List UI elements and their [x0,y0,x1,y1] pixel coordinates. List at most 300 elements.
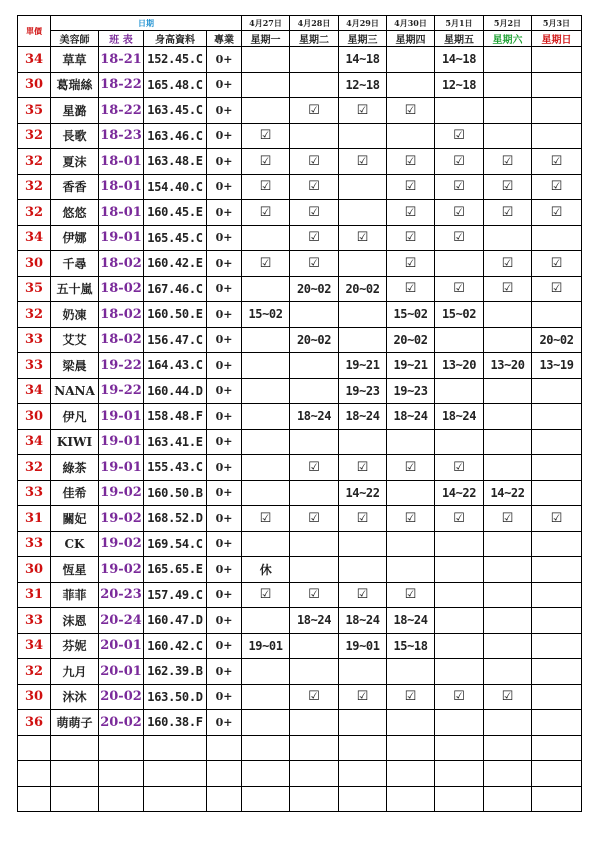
spec-cell: 160.38.F [144,710,207,736]
schedule-cell [484,633,532,659]
schedule-cell [387,123,435,149]
price-cell: 33 [18,531,51,557]
checkbox-icon: ☑ [532,251,582,277]
spec-cell: 163.41.E [144,429,207,455]
beautician-name: 夏沫 [51,149,99,175]
checkbox-icon: ☑ [339,455,387,481]
schedule-cell [435,531,484,557]
schedule-cell [242,276,290,302]
spec-cell: 155.43.C [144,455,207,481]
table-row [18,710,582,736]
shift-cell: 18-22 [99,98,144,124]
price-cell: 30 [18,684,51,710]
checkbox-icon: ☑ [435,276,484,302]
beautician-name: 奶凍 [51,302,99,328]
checkbox-icon: ☑ [290,455,339,481]
price-cell: 32 [18,174,51,200]
empty-cell [339,761,387,787]
spec-cell: 165.45.C [144,225,207,251]
price-cell: 34 [18,47,51,73]
table-row [18,378,582,404]
expertise-cell: 0+ [207,404,242,430]
shift-cell: 19-01 [99,404,144,430]
beautician-name: 星潞 [51,98,99,124]
schedule-cell [484,608,532,634]
schedule-cell [242,710,290,736]
empty-cell [207,761,242,787]
beautician-name: 梁晨 [51,353,99,379]
beautician-header: 美容師 [51,31,99,47]
schedule-cell [387,659,435,685]
schedule-cell: 13~19 [532,353,582,379]
schedule-cell [242,608,290,634]
table-row [18,404,582,430]
checkbox-icon: ☑ [484,684,532,710]
schedule-cell [532,633,582,659]
shift-cell: 19-22 [99,378,144,404]
schedule-cell [242,327,290,353]
empty-cell [99,761,144,787]
table-row [18,149,582,175]
spec-cell: 162.39.B [144,659,207,685]
expertise-cell: 0+ [207,98,242,124]
empty-cell [532,735,582,761]
empty-cell [387,735,435,761]
table-row [18,200,582,226]
checkbox-icon: ☑ [387,174,435,200]
schedule-cell [387,429,435,455]
schedule-cell [435,98,484,124]
shift-cell: 19-02 [99,557,144,583]
schedule-cell [242,659,290,685]
checkbox-icon: ☑ [484,200,532,226]
beautician-name: KIWI [51,429,99,455]
schedule-cell [242,455,290,481]
price-cell: 32 [18,123,51,149]
shift-cell: 19-02 [99,531,144,557]
spec-cell: 152.45.C [144,47,207,73]
checkbox-icon: ☑ [242,251,290,277]
expertise-cell: 0+ [207,531,242,557]
spec-header: 身高資料 [144,31,207,47]
expertise-cell: 0+ [207,72,242,98]
table-row [18,506,582,532]
table-row [18,455,582,481]
schedule-cell [387,531,435,557]
weekday-header-3: 星期四 [387,31,435,47]
schedule-cell [484,378,532,404]
beautician-name: 佳希 [51,480,99,506]
empty-row [18,735,582,761]
schedule-cell: 18~24 [339,404,387,430]
expertise-cell: 0+ [207,47,242,73]
shift-cell: 20-01 [99,633,144,659]
expertise-cell: 0+ [207,302,242,328]
price-header: 單價 [18,16,51,47]
table-row [18,582,582,608]
empty-cell [290,735,339,761]
price-cell: 36 [18,710,51,736]
beautician-name: 芬妮 [51,633,99,659]
price-cell: 30 [18,557,51,583]
schedule-cell [290,557,339,583]
price-cell: 34 [18,633,51,659]
price-cell: 34 [18,225,51,251]
schedule-cell [242,429,290,455]
checkbox-icon: ☑ [290,98,339,124]
beautician-name: 恆星 [51,557,99,583]
expertise-cell: 0+ [207,225,242,251]
expertise-cell: 0+ [207,684,242,710]
schedule-cell: 19~21 [339,353,387,379]
schedule-cell: 13~20 [435,353,484,379]
empty-cell [18,786,51,812]
date-header-3: 4月30日 [387,16,435,31]
schedule-cell [242,98,290,124]
schedule-cell [339,327,387,353]
schedule-cell [532,98,582,124]
schedule-cell: 19~23 [339,378,387,404]
checkbox-icon: ☑ [484,174,532,200]
schedule-cell: 14~22 [435,480,484,506]
shift-cell: 19-01 [99,225,144,251]
table-row [18,531,582,557]
schedule-cell [387,72,435,98]
schedule-cell [484,582,532,608]
shift-cell: 19-01 [99,429,144,455]
price-cell: 34 [18,378,51,404]
expertise-cell: 0+ [207,200,242,226]
schedule-cell [242,404,290,430]
checkbox-icon: ☑ [387,455,435,481]
beautician-name: 長歌 [51,123,99,149]
price-cell: 31 [18,582,51,608]
expertise-cell: 0+ [207,123,242,149]
table-row [18,659,582,685]
header-row-dates [18,16,582,31]
checkbox-icon: ☑ [484,276,532,302]
expertise-cell: 0+ [207,429,242,455]
table-row [18,327,582,353]
schedule-cell [435,659,484,685]
checkbox-icon: ☑ [532,276,582,302]
table-row [18,47,582,73]
beautician-name: 萌萌子 [51,710,99,736]
empty-cell [144,735,207,761]
header-row-columns [18,31,582,47]
spec-cell: 163.46.C [144,123,207,149]
table-row [18,633,582,659]
schedule-cell [435,327,484,353]
beautician-name: 綠茶 [51,455,99,481]
schedule-sheet [17,15,582,812]
shift-cell: 18-01 [99,174,144,200]
shift-cell: 18-22 [99,72,144,98]
schedule-cell [532,531,582,557]
empty-cell [51,735,99,761]
schedule-cell [484,557,532,583]
empty-cell [242,735,290,761]
checkbox-icon: ☑ [387,276,435,302]
weekday-header-1: 星期二 [290,31,339,47]
schedule-cell [387,47,435,73]
price-cell: 30 [18,404,51,430]
checkbox-icon: ☑ [387,684,435,710]
schedule-cell [339,174,387,200]
checkbox-icon: ☑ [435,455,484,481]
schedule-cell [532,480,582,506]
schedule-cell [532,659,582,685]
schedule-cell [532,582,582,608]
empty-cell [207,735,242,761]
beautician-name: 菲菲 [51,582,99,608]
checkbox-icon: ☑ [484,149,532,175]
empty-cell [18,761,51,787]
checkbox-icon: ☑ [339,506,387,532]
schedule-cell [435,378,484,404]
schedule-cell [532,710,582,736]
price-cell: 34 [18,429,51,455]
schedule-cell [339,429,387,455]
schedule-cell [532,123,582,149]
date-header-2: 4月29日 [339,16,387,31]
schedule-cell: 13~20 [484,353,532,379]
empty-cell [484,761,532,787]
spec-cell: 157.49.C [144,582,207,608]
spec-cell: 163.48.E [144,149,207,175]
schedule-cell [339,200,387,226]
schedule-cell [290,353,339,379]
table-row [18,98,582,124]
checkbox-icon: ☑ [339,98,387,124]
shift-cell: 19-01 [99,455,144,481]
checkbox-icon: ☑ [290,225,339,251]
spec-cell: 160.42.E [144,251,207,277]
checkbox-icon: ☑ [290,174,339,200]
schedule-cell [532,225,582,251]
empty-cell [99,735,144,761]
date-header: 日期 [51,16,242,31]
date-header-6: 5月3日 [532,16,582,31]
shift-cell: 20-23 [99,582,144,608]
schedule-cell [435,557,484,583]
checkbox-icon: ☑ [532,200,582,226]
spec-cell: 169.54.C [144,531,207,557]
schedule-cell [290,531,339,557]
schedule-cell: 12~18 [435,72,484,98]
schedule-cell [532,684,582,710]
schedule-cell: 18~24 [339,608,387,634]
schedule-cell [532,429,582,455]
empty-cell [18,735,51,761]
date-header-0: 4月27日 [242,16,290,31]
schedule-cell [532,455,582,481]
checkbox-icon: ☑ [339,149,387,175]
shift-cell: 18-23 [99,123,144,149]
empty-cell [339,735,387,761]
checkbox-icon: ☑ [387,149,435,175]
beautician-name: CK [51,531,99,557]
expertise-cell: 0+ [207,633,242,659]
schedule-cell [484,710,532,736]
empty-row [18,786,582,812]
beautician-name: 沫恩 [51,608,99,634]
expertise-cell: 0+ [207,174,242,200]
schedule-cell: 18~24 [435,404,484,430]
beautician-name: 伊凡 [51,404,99,430]
schedule-cell [435,582,484,608]
price-cell: 32 [18,659,51,685]
checkbox-icon: ☑ [435,684,484,710]
empty-cell [387,786,435,812]
schedule-cell [435,608,484,634]
empty-cell [51,786,99,812]
price-cell: 35 [18,98,51,124]
price-cell: 32 [18,302,51,328]
expertise-cell: 0+ [207,276,242,302]
table-row [18,225,582,251]
schedule-cell [532,378,582,404]
beautician-name: 悠悠 [51,200,99,226]
schedule-cell [484,98,532,124]
table-row [18,608,582,634]
schedule-cell [435,429,484,455]
checkbox-icon: ☑ [339,684,387,710]
shift-cell: 18-01 [99,200,144,226]
checkbox-icon: ☑ [435,149,484,175]
empty-cell [51,761,99,787]
checkbox-icon: ☑ [435,174,484,200]
checkbox-icon: ☑ [339,225,387,251]
schedule-cell [484,123,532,149]
spec-cell: 156.47.C [144,327,207,353]
schedule-cell [484,327,532,353]
schedule-cell [242,353,290,379]
price-cell: 35 [18,276,51,302]
schedule-cell: 15~02 [435,302,484,328]
price-cell: 30 [18,72,51,98]
checkbox-icon: ☑ [290,149,339,175]
table-row [18,480,582,506]
schedule-cell [339,302,387,328]
schedule-cell: 15~02 [242,302,290,328]
schedule-cell [532,302,582,328]
schedule-cell [339,123,387,149]
schedule-cell: 20~02 [532,327,582,353]
schedule-cell [339,251,387,277]
checkbox-icon: ☑ [484,251,532,277]
checkbox-icon: ☑ [290,684,339,710]
schedule-cell: 20~02 [290,276,339,302]
beautician-name: 關妃 [51,506,99,532]
schedule-cell: 18~24 [387,404,435,430]
expertise-cell: 0+ [207,149,242,175]
schedule-cell: 18~24 [290,608,339,634]
shift-cell: 19-22 [99,353,144,379]
expertise-cell: 0+ [207,506,242,532]
date-header-4: 5月1日 [435,16,484,31]
shift-cell: 20-02 [99,710,144,736]
spec-cell: 160.42.C [144,633,207,659]
spec-cell: 164.43.C [144,353,207,379]
schedule-cell [532,47,582,73]
schedule-cell [484,659,532,685]
checkbox-icon: ☑ [290,200,339,226]
schedule-cell [484,72,532,98]
empty-cell [435,735,484,761]
expertise-cell: 0+ [207,455,242,481]
schedule-cell [532,608,582,634]
weekday-header-5: 星期六 [484,31,532,47]
beautician-name: NANA [51,378,99,404]
schedule-cell [290,659,339,685]
date-header-5: 5月2日 [484,16,532,31]
date-header-1: 4月28日 [290,16,339,31]
empty-cell [339,786,387,812]
schedule-cell: 18~24 [387,608,435,634]
schedule-cell: 19~01 [339,633,387,659]
shift-cell: 20-02 [99,684,144,710]
schedule-cell [290,480,339,506]
shift-header: 班 表 [99,31,144,47]
checkbox-icon: ☑ [532,506,582,532]
schedule-cell [339,710,387,736]
schedule-cell [242,378,290,404]
schedule-cell [290,429,339,455]
checkbox-icon: ☑ [242,582,290,608]
schedule-cell: 20~02 [290,327,339,353]
weekday-header-4: 星期五 [435,31,484,47]
checkbox-icon: ☑ [387,251,435,277]
empty-cell [387,761,435,787]
checkbox-icon: ☑ [387,582,435,608]
schedule-cell: 15~02 [387,302,435,328]
checkbox-icon: ☑ [387,98,435,124]
spec-cell: 168.52.D [144,506,207,532]
shift-cell: 19-02 [99,480,144,506]
checkbox-icon: ☑ [435,200,484,226]
spec-cell: 160.47.D [144,608,207,634]
empty-cell [290,786,339,812]
schedule-cell [435,710,484,736]
schedule-cell: 19~23 [387,378,435,404]
checkbox-icon: ☑ [242,174,290,200]
beautician-name: 五十嵐 [51,276,99,302]
shift-cell: 18-02 [99,251,144,277]
price-cell: 33 [18,608,51,634]
schedule-cell [484,302,532,328]
price-cell: 33 [18,353,51,379]
checkbox-icon: ☑ [387,506,435,532]
schedule-cell [484,404,532,430]
empty-cell [242,786,290,812]
schedule-cell [290,378,339,404]
schedule-cell: 20~02 [387,327,435,353]
schedule-cell [290,123,339,149]
table-row [18,251,582,277]
schedule-cell [290,47,339,73]
price-cell: 33 [18,327,51,353]
schedule-cell [435,251,484,277]
expertise-cell: 0+ [207,327,242,353]
checkbox-icon: ☑ [435,506,484,532]
spec-cell: 165.48.C [144,72,207,98]
price-cell: 31 [18,506,51,532]
empty-row [18,761,582,787]
checkbox-icon: ☑ [484,506,532,532]
schedule-cell [484,455,532,481]
schedule-cell [242,72,290,98]
